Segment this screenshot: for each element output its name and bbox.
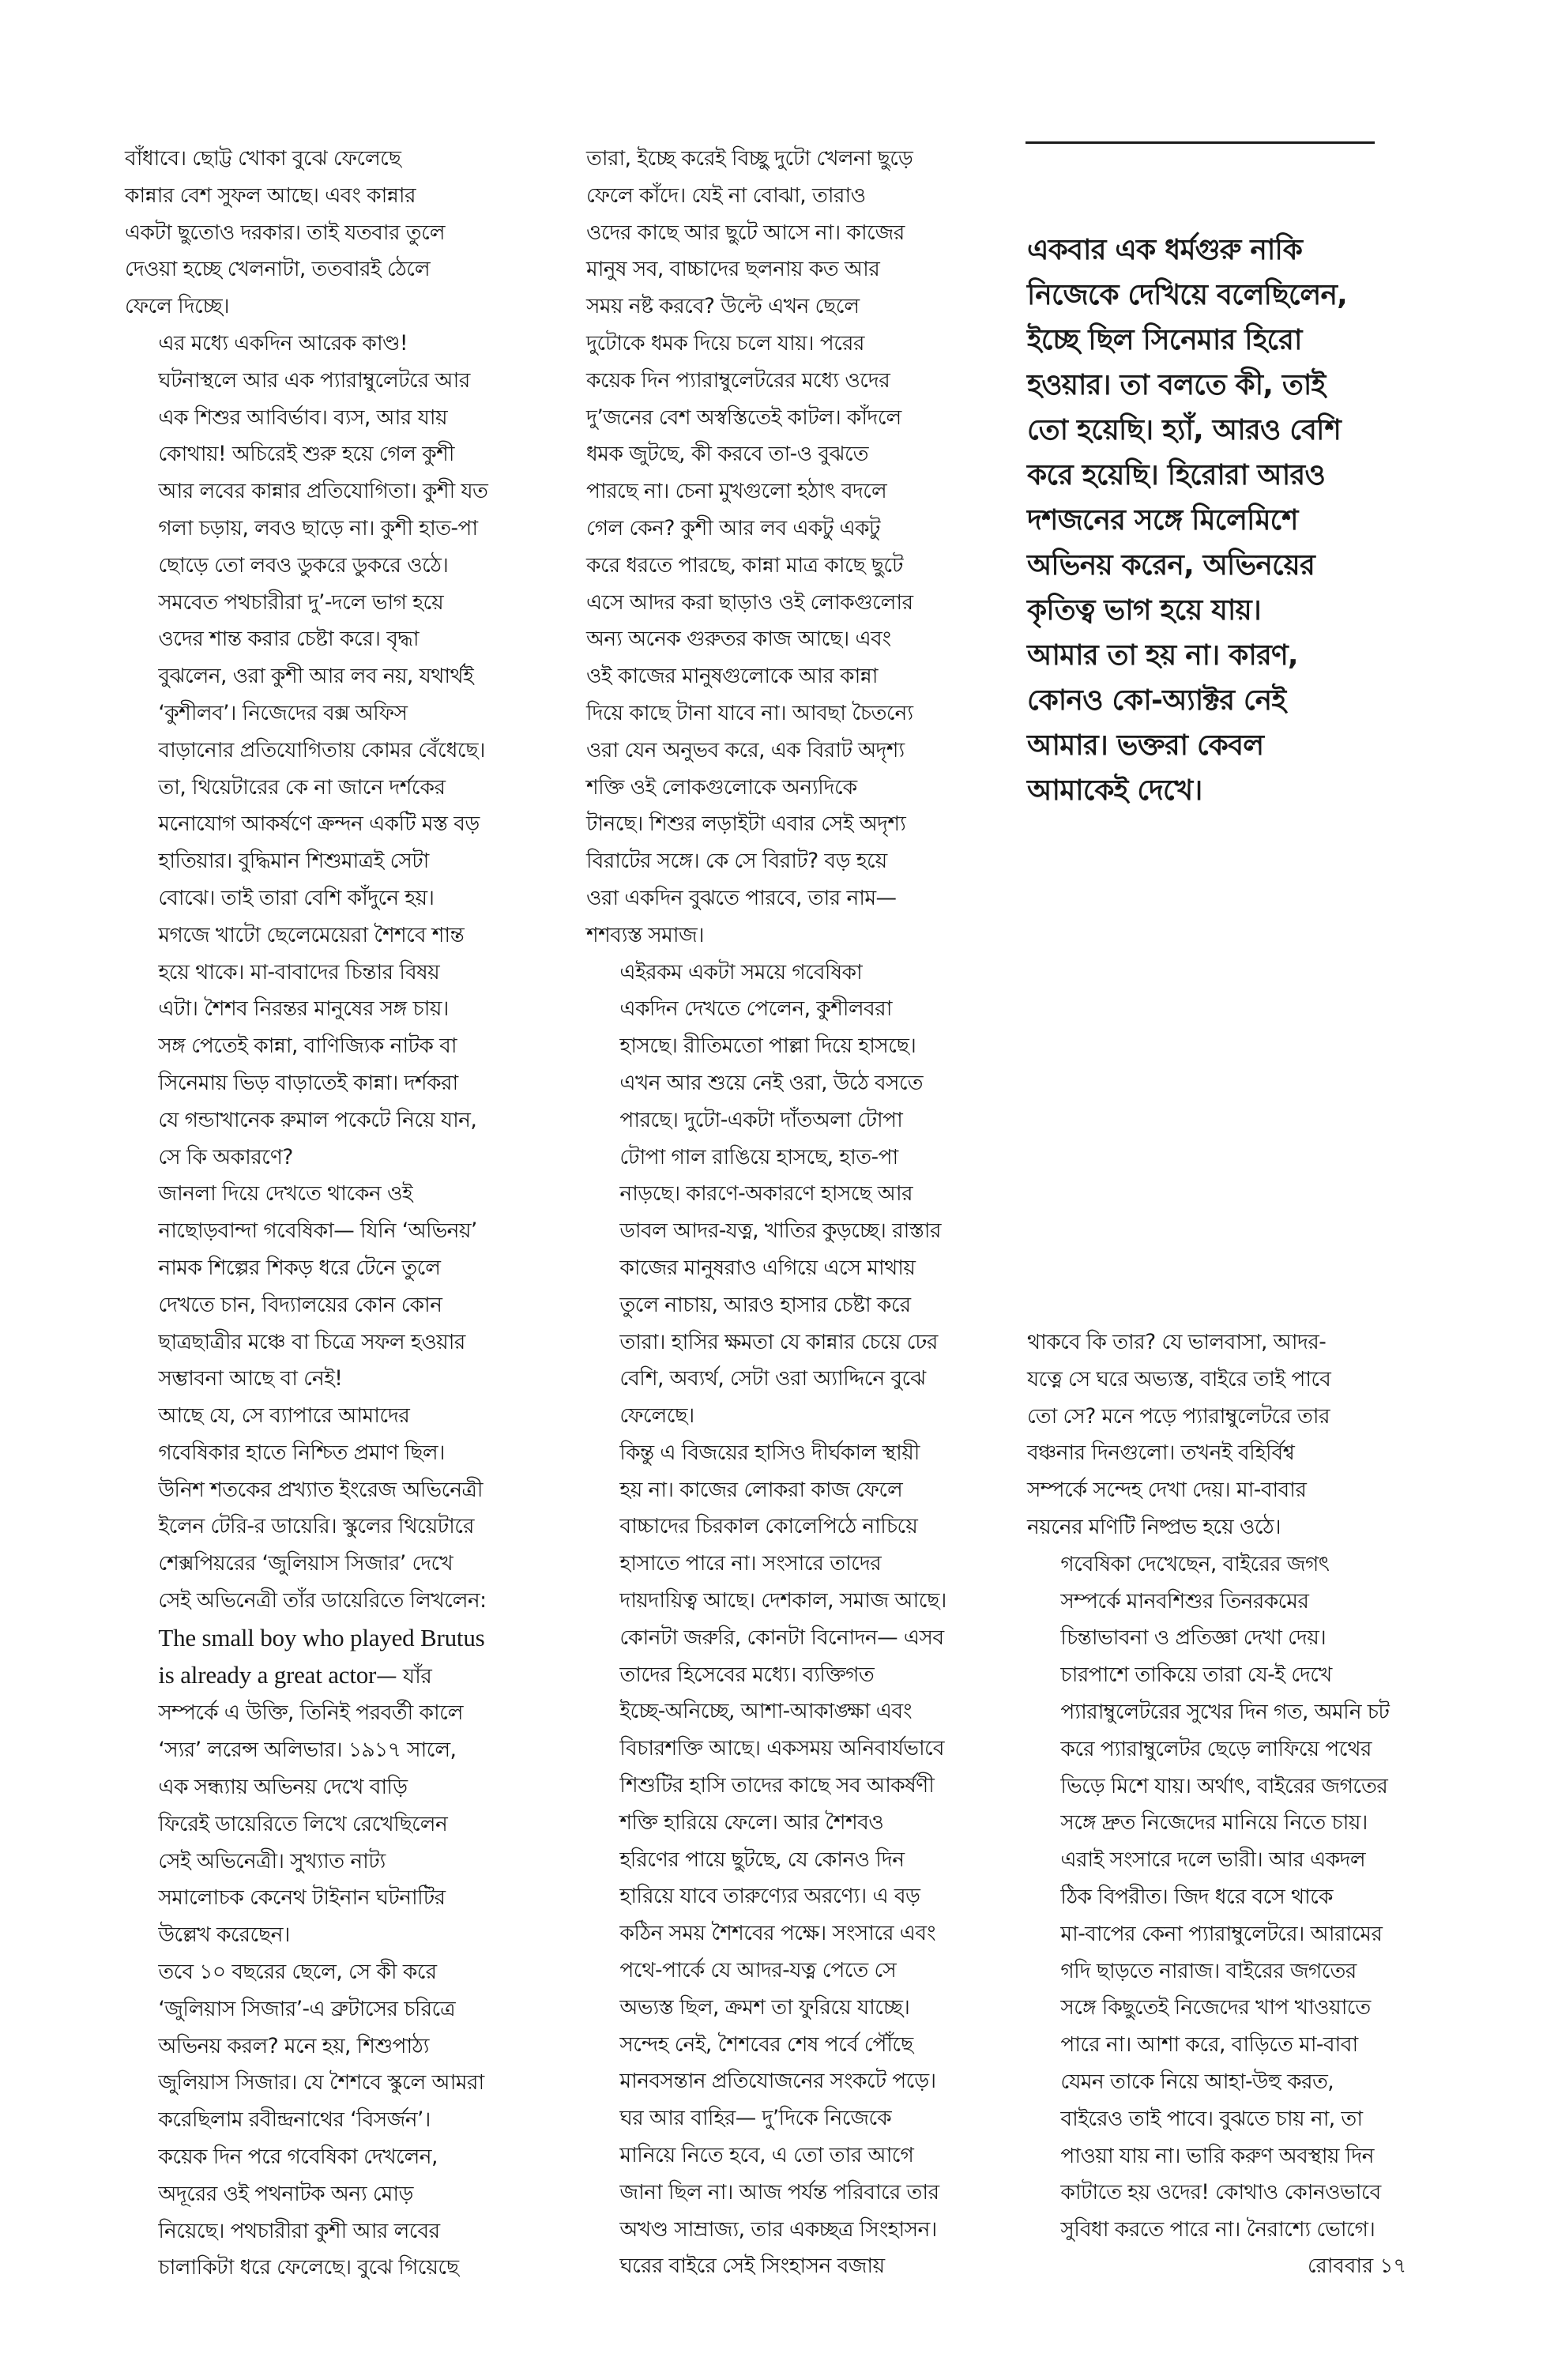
text-line: কঠিন সময় শৈশবের পক্ষে। সংসারে এবং	[619, 1921, 935, 1946]
pull-quote-line: আমার। ভক্তরা কেবল	[1027, 729, 1264, 762]
text-line: দু’জনের বেশ অস্বস্তিতেই কাটল। কাঁদলে	[586, 405, 901, 430]
text-line: সঙ্গে দ্রুত নিজেদের মানিয়ে নিতে চায়।	[1060, 1810, 1368, 1836]
text-line: হাসছে। রীতিমতো পাল্লা দিয়ে হাসছে।	[619, 1034, 916, 1059]
paragraph	[125, 326, 563, 1176]
text-line: হারিয়ে যাবে তারুণ্যের অরণ্যে। এ বড়	[619, 1884, 920, 1909]
text-line: ওই কাজের মানুষগুলোকে আর কান্না	[586, 664, 878, 689]
text-line: চালাকিটা ধরে ফেলেছে। বুঝে গিয়েছে	[158, 2255, 459, 2280]
text-line: ওরা একদিন বুঝতে পারবে, তার নাম—	[586, 885, 897, 910]
text-line: ঘটনাস্থলে আর এক প্যারাম্বুলেটরে আর	[158, 367, 470, 393]
text-line: বুঝলেন, ওরা কুশী আর লব নয়, যথার্থই	[158, 664, 474, 689]
text-line: হয়ে থাকে। মা-বাবাদের চিন্তার বিষয়	[158, 959, 440, 985]
text-line: ওদের কাছে আর ছুটে আসে না। কাজের	[586, 220, 905, 245]
text-line: পারছে। দুটো-একটা দাঁতঅলা টোপা	[619, 1107, 903, 1132]
text-line: নাছোড়বান্দা গবেষিকা— যিনি ‘অভিনয়’	[158, 1218, 477, 1244]
text-line: করে ধরতে পারছে, কান্না মাত্র কাছে ছুটে	[586, 552, 903, 578]
text-line: সম্পর্কে এ উক্তি, তিনিই পরবর্তী কালে	[158, 1700, 463, 1726]
text-line: মানুষ সব, বাচ্চাদের ছলনায় কত আর	[586, 257, 880, 282]
text-line: আর লবের কান্নার প্রতিযোগিতা। কুশী যত	[158, 479, 488, 504]
text-line: ইলেন টেরি-র ডায়েরি। স্কুলের থিয়েটারে	[158, 1514, 474, 1539]
text-line: দিয়ে কাছে টানা যাবে না। আবছা চৈতন্যে	[586, 700, 913, 725]
text-line: সিনেমায় ভিড় বাড়াতেই কান্না। দর্শকরা	[158, 1070, 458, 1095]
paragraph	[586, 955, 1013, 1435]
text-line: গবেষিকা দেখেছেন, বাইরের জগৎ	[1060, 1551, 1330, 1576]
article-column-1	[125, 141, 563, 2287]
english-quote-line: The small boy who played Brutus	[158, 1623, 485, 1651]
text-line: মা-বাপের কেনা প্যারাম্বুলেটরে। আরামের	[1060, 1921, 1383, 1946]
text-line: ‘জুলিয়াস সিজার’-এ ব্রুটাসের চরিত্রে	[158, 1996, 455, 2021]
text-line: শেক্সপিয়রের ‘জুলিয়াস সিজার’ দেখে	[158, 1551, 453, 1576]
text-line: তাদের হিসেবের মধ্যে। ব্যক্তিগত	[619, 1662, 875, 1687]
pull-quote-rule	[1025, 141, 1375, 144]
text-line: করে প্যারাম্বুলেটর ছেড়ে লাফিয়ে পথের	[1060, 1736, 1372, 1761]
text-line: কোথায়! অচিরেই শুরু হয়ে গেল কুশী	[158, 442, 454, 467]
text-line: বাচ্চাদের চিরকাল কোলেপিঠে নাচিয়ে	[619, 1514, 918, 1539]
pull-quote-line: আমার তা হয় না। কারণ,	[1027, 639, 1298, 672]
text-line: পারছে না। চেনা মুখগুলো হঠাৎ বদলে	[586, 479, 887, 504]
text-line: চারপাশে তাকিয়ে তারা যে-ই দেখে	[1060, 1663, 1332, 1688]
paragraph	[1027, 1546, 1470, 2249]
text-line: সুবিধা করতে পারে না। নৈরাশ্যে ভোগে।	[1060, 2217, 1375, 2243]
text-line: ঠিক বিপরীত। জিদ ধরে বসে থাকে	[1060, 1884, 1333, 1909]
text-line: এটা। শৈশব নিরন্তর মানুষের সঙ্গ চায়।	[158, 996, 449, 1022]
text-line: কাটাতে হয় ওদের! কোথাও কোনওভাবে	[1060, 2180, 1381, 2205]
text-line: শক্তি ওই লোকগুলোকে অন্যদিকে	[586, 774, 857, 800]
text-line: জুলিয়াস সিজার। যে শৈশবে স্কুলে আমরা	[158, 2070, 484, 2096]
text-line: অদূরের ওই পথনাটক অন্য মোড়	[158, 2181, 413, 2206]
publication-name: রোববার	[1308, 2254, 1374, 2278]
text-line: নামক শিল্পের শিকড় ধরে টেনে তুলে	[158, 1255, 441, 1280]
text-line: আছে যে, সে ব্যাপারে আমাদের	[158, 1403, 410, 1429]
text-line: সময় নষ্ট করবে? উল্টে এখন ছেলে	[586, 294, 860, 319]
paragraph	[125, 2139, 563, 2287]
paragraph	[586, 141, 1013, 955]
text-line: তারা। হাসির ক্ষমতা যে কান্নার চেয়ে ঢের	[619, 1329, 938, 1354]
quote-attribution-text: — যাঁর	[376, 1663, 432, 1689]
paragraph	[125, 1176, 563, 1398]
text-line: ফেলে দিচ্ছে।	[125, 294, 230, 319]
text-line: দেখতে চান, বিদ্যালয়ের কোন কোন	[158, 1292, 442, 1317]
text-line: কয়েক দিন পরে গবেষিকা দেখলেন,	[158, 2145, 438, 2170]
article-column-2	[586, 141, 1013, 2285]
text-line: মানবসন্তান প্রতিযোজনের সংকটে পড়ে।	[619, 2069, 936, 2094]
text-line: তো সে? মনে পড়ে প্যারাম্বুলেটরে তার	[1027, 1403, 1330, 1429]
pull-quote-line: আমাকেই দেখে।	[1027, 774, 1202, 807]
text-line: কয়েক দিন প্যারাম্বুলেটরের মধ্যে ওদের	[586, 367, 890, 393]
text-line: সে কি অকারণে?	[158, 1144, 293, 1169]
text-line: গবেষিকার হাতে নিশ্চিত প্রমাণ ছিল।	[158, 1440, 445, 1465]
text-line: কান্নার বেশ সুফল আছে। এবং কান্নার	[125, 183, 416, 208]
text-line: শশব্যস্ত সমাজ।	[586, 922, 704, 947]
text-line: সম্ভাবনা আছে বা নেই!	[158, 1366, 343, 1391]
text-line: নাড়ছে। কারণে-অকারণে হাসছে আর	[619, 1181, 913, 1207]
text-line: বাড়ানোর প্রতিযোগিতায় কোমর বেঁধেছে।	[158, 737, 485, 763]
text-line: অখণ্ড সাম্রাজ্য, তার একচ্ছত্র সিংহাসন।	[619, 2216, 937, 2242]
pull-quote-line: তো হয়েছি। হ্যাঁ, আরও বেশি	[1027, 414, 1341, 446]
text-line: টোপা গাল রাঙিয়ে হাসছে, হাত-পা	[619, 1144, 898, 1169]
text-line: এক সন্ধ্যায় অভিনয় দেখে বাড়ি	[158, 1775, 408, 1800]
text-line: মনোযোগ আকর্ষণে ক্রন্দন একটি মস্ত বড়	[158, 812, 480, 837]
text-line: বিরাটের সঙ্গে। কে সে বিরাট? বড় হয়ে	[586, 849, 887, 874]
text-line: ডাবল আদর-যত্ন, খাতির কুড়চ্ছে। রাস্তার	[619, 1218, 941, 1244]
text-line: হরিণের পায়ে ছুটছে, যে কোনও দিন	[619, 1847, 905, 1872]
text-line: উনিশ শতকের প্রখ্যাত ইংরেজ অভিনেত্রী	[158, 1477, 483, 1502]
text-line: এরাই সংসারে দলে ভারী। আর একদল	[1060, 1847, 1366, 1873]
text-line: সম্পর্কে সন্দেহ দেখা দেয়। মা-বাবার	[1027, 1478, 1307, 1503]
text-line: সঙ্গ পেতেই কান্না, বাণিজ্যিক নাটক বা	[158, 1034, 457, 1059]
text-line: তা, থিয়েটারের কে না জানে দর্শকের	[158, 774, 446, 800]
english-quote-line	[125, 1657, 563, 1696]
text-line: ফেলেছে।	[619, 1403, 694, 1429]
paragraph	[125, 141, 563, 326]
paragraph	[586, 1435, 1013, 2285]
text-line: এক শিশুর আবির্ভাব। ব্যস, আর যায়	[158, 405, 447, 430]
text-line: বাইরেও তাই পাবে। বুঝতে চায় না, তা	[1060, 2106, 1363, 2131]
text-line: শক্তি হারিয়ে ফেলে। আর শৈশবও	[619, 1809, 884, 1835]
text-line: নিয়েছে। পথচারীরা কুশী আর লবের	[158, 2218, 440, 2243]
text-line: অভ্যস্ত ছিল, ক্রমশ তা ফুরিয়ে যাচ্ছে।	[619, 1994, 910, 2020]
text-line: ওরা যেন অনুভব করে, এক বিরাট অদৃশ্য	[586, 737, 905, 763]
english-quote-text: is already a great actor	[158, 1660, 377, 1689]
text-line: মানিয়ে নিতে হবে, এ তো তার আগে	[619, 2143, 914, 2168]
text-line: ধমক জুটছে, কী করবে তা-ও বুঝতে	[586, 442, 868, 467]
text-line: একটা ছুতোও দরকার। তাই যতবার তুলে	[125, 220, 445, 245]
text-line: ‘কুশীলব’। নিজেদের বক্স অফিস	[158, 700, 408, 725]
text-line: বাঁধাবে। ছোট্ট খোকা বুঝে ফেলেছে	[125, 146, 401, 171]
text-line: ওদের শান্ত করার চেষ্টা করে। বৃদ্ধা	[158, 627, 419, 652]
text-line: চিন্তাভাবনা ও প্রতিজ্ঞা দেখা দেয়।	[1060, 1625, 1327, 1651]
text-line: অভিনয় করল? মনে হয়, শিশুপাঠ্য	[158, 2033, 429, 2058]
paragraph	[125, 1954, 563, 2139]
text-line: অন্য অনেক গুরুতর কাজ আছে। এবং	[586, 627, 891, 652]
text-line: কোনটা জরুরি, কোনটা বিনোদন— এসব	[619, 1625, 944, 1650]
text-line: ফিরেই ডায়েরিতে লিখে রেখেছিলেন	[158, 1811, 448, 1836]
text-line: প্যারাম্বুলেটরের সুখের দিন গত, অমনি চট	[1060, 1699, 1390, 1724]
text-line: গলা চড়ায়, লবও ছাড়ে না। কুশী হাত-পা	[158, 515, 478, 540]
text-line: গদি ছাড়তে নারাজ। বাইরের জগতের	[1060, 1958, 1357, 1983]
text-line: পথে-পার্কে যে আদর-যত্ন পেতে সে	[619, 1958, 897, 1983]
text-line: সঙ্গে কিছুতেই নিজেদের খাপ খাওয়াতে	[1060, 1995, 1371, 2020]
text-line: সেই অভিনেত্রী। সুখ্যাত নাট্য	[158, 1848, 386, 1873]
page-number: ১৭	[1379, 2254, 1407, 2278]
text-line: বোঝে। তাই তারা বেশি কাঁদুনে হয়।	[158, 885, 435, 910]
text-line: সমালোচক কেনেথ টাইনান ঘটনাটির	[158, 1885, 446, 1911]
text-line: তারা, ইচ্ছে করেই বিচ্ছু দুটো খেলনা ছুড়ে	[586, 146, 913, 171]
pull-quote-line: ইচ্ছে ছিল সিনেমার হিরো	[1027, 324, 1302, 356]
text-line: ছাত্রছাত্রীর মঞ্চে বা চিত্রে সফল হওয়ার	[158, 1329, 465, 1354]
text-line: জানলা দিয়ে দেখতে থাকেন ওই	[158, 1181, 413, 1207]
pull-quote-line: করে হয়েছি। হিরোরা আরও	[1027, 459, 1326, 491]
text-line: হয় না। কাজের লোকরা কাজ ফেলে	[619, 1477, 903, 1502]
text-line: ফেলে কাঁদে। যেই না বোঝা, তারাও	[586, 183, 866, 208]
text-line: দায়দায়িত্ব আছে। দেশকাল, সমাজ আছে।	[619, 1588, 946, 1614]
text-line: এখন আর শুয়ে নেই ওরা, উঠে বসতে	[619, 1070, 923, 1095]
text-line: নয়নের মণিটি নিষ্প্রভ হয়ে ওঠে।	[1027, 1514, 1281, 1539]
text-line: সেই অভিনেত্রী তাঁর ডায়েরিতে লিখলেন:	[158, 1588, 487, 1614]
text-line: গেল কেন? কুশী আর লব একটু একটু	[586, 515, 880, 540]
paragraph	[1027, 1324, 1470, 1546]
text-line: বঞ্চনার দিনগুলো। তখনই বহির্বিশ্ব	[1027, 1440, 1295, 1466]
text-line: বেশি, অব্যর্থ, সেটা ওরা অ্যাদ্দিনে বুঝে	[619, 1366, 926, 1391]
pull-quote-line: নিজেকে দেখিয়ে বলেছিলেন,	[1027, 279, 1348, 311]
text-line: ইচ্ছে-অনিচ্ছে, আশা-আকাঙ্ক্ষা এবং	[619, 1699, 912, 1724]
text-line: এইরকম একটা সময়ে গবেষিকা	[619, 959, 863, 985]
pull-quote-line: অভিনয় করেন, অভিনয়ের	[1027, 549, 1315, 582]
text-line: উল্লেখ করেছেন।	[158, 1922, 290, 1948]
text-line: একদিন দেখতে পেলেন, কুশীলবরা	[619, 996, 892, 1022]
page-footer	[1308, 2254, 1406, 2279]
text-line: থাকবে কি তার? যে ভালবাসা, আদর-	[1027, 1330, 1327, 1354]
article-column-3	[1027, 1324, 1470, 2249]
pull-quote	[1027, 228, 1501, 813]
text-line: তুলে নাচায়, আরও হাসার চেষ্টা করে	[619, 1292, 911, 1317]
text-line: কিন্তু এ বিজয়ের হাসিও দীর্ঘকাল স্থায়ী	[619, 1440, 920, 1465]
text-line: হাসাতে পারে না। সংসারে তাদের	[619, 1551, 882, 1576]
paragraph	[125, 1398, 563, 1954]
text-line: দেওয়া হচ্ছে খেলনাটা, ততবারই ঠেলে	[125, 257, 431, 282]
text-line: সন্দেহ নেই, শৈশবের শেষ পর্বে পৌঁছে	[619, 2032, 913, 2057]
pull-quote-line: হওয়ার। তা বলতে কী, তাই	[1027, 369, 1326, 401]
text-line: জানা ছিল না। আজ পর্যন্ত পরিবারে তার	[619, 2179, 939, 2205]
text-line: এসে আদর করা ছাড়াও ওই লোকগুলোর	[586, 589, 913, 615]
text-line: যত্নে সে ঘরে অভ্যস্ত, বাইরে তাই পাবে	[1027, 1366, 1331, 1391]
text-line: তবে ১০ বছরের ছেলে, সে কী করে	[158, 1960, 437, 1985]
text-line: ঘর আর বাহির— দু’দিকে নিজেকে	[619, 2106, 892, 2131]
text-line: কাজের মানুষরাও এগিয়ে এসে মাথায়	[619, 1255, 916, 1280]
text-line: পাওয়া যায় না। ভারি করুণ অবস্থায় দিন	[1060, 2143, 1374, 2168]
text-line: ভিড়ে মিশে যায়। অর্থাৎ, বাইরের জগতের	[1060, 1773, 1388, 1798]
text-line: ‘স্যর’ লরেন্স অলিভার। ১৯১৭ সালে,	[158, 1738, 457, 1763]
text-line: ছোড়ে তো লবও ডুকরে ডুকরে ওঠে।	[158, 552, 449, 578]
text-line: টানছে। শিশুর লড়াইটা এবার সেই অদৃশ্য	[586, 812, 906, 837]
text-line: এর মধ্যে একদিন আরেক কাণ্ড!	[158, 330, 408, 356]
text-line: হাতিয়ার। বুদ্ধিমান শিশুমাত্রই সেটা	[158, 849, 429, 874]
text-line: যে গন্ডাখানেক রুমাল পকেটে নিয়ে যান,	[158, 1107, 477, 1132]
text-line: পারে না। আশা করে, বাড়িতে মা-বাবা	[1060, 2032, 1358, 2058]
pull-quote-line: কোনও কো-অ্যাক্টর নেই	[1027, 684, 1286, 717]
pull-quote-line: কৃতিত্ব ভাগ হয়ে যায়।	[1027, 594, 1262, 627]
text-line: যেমন তাকে নিয়ে আহা-উহু করত,	[1060, 2069, 1334, 2094]
pull-quote-line: একবার এক ধর্মগুরু নাকি	[1027, 234, 1303, 266]
text-line: মগজে খাটো ছেলেমেয়েরা শৈশবে শান্ত	[158, 922, 465, 947]
text-line: দুটোকে ধমক দিয়ে চলে যায়। পরের	[586, 330, 864, 356]
pull-quote-line: দশজনের সঙ্গে মিলেমিশে	[1027, 504, 1298, 537]
text-line: সমবেত পথচারীরা দু’-দলে ভাগ হয়ে	[158, 589, 444, 615]
text-line: করেছিলাম রবীন্দ্রনাথের ‘বিসর্জন’।	[158, 2107, 431, 2133]
text-line: শিশুটির হাসি তাদের কাছে সব আকর্ষণী	[619, 1773, 935, 1798]
text-line: ঘরের বাইরে সেই সিংহাসন বজায়	[619, 2254, 885, 2279]
text-line: সম্পর্কে মানবশিশুর তিনরকমের	[1060, 1588, 1309, 1614]
text-line: বিচারশক্তি আছে। একসময় অনিবার্যভাবে	[619, 1736, 944, 1761]
